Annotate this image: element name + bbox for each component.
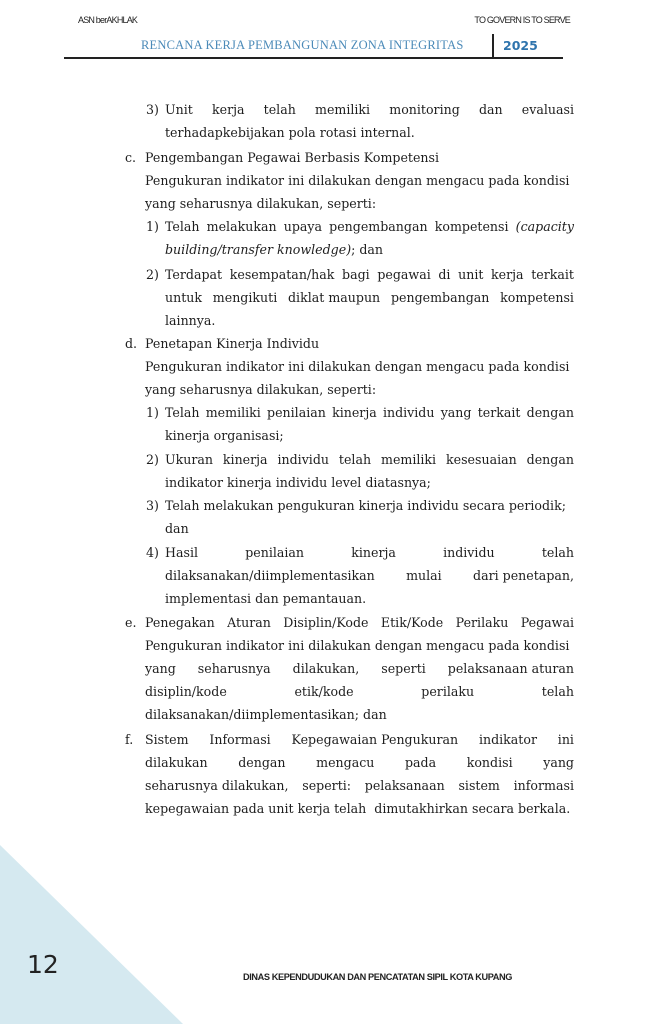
word: dilaksanakan/diimplementasikan <box>165 568 375 583</box>
paragraph-line <box>145 680 574 703</box>
word: kesesuaian <box>446 452 517 467</box>
word: di <box>438 267 451 282</box>
word: Kepegawaian Pengukuran <box>291 732 459 747</box>
word: kompetensi <box>500 290 574 305</box>
word: seharusnya <box>197 661 271 676</box>
header-left-tag: ASN berAKHLAK <box>78 15 138 25</box>
word: Pegawai <box>520 615 574 630</box>
section-marker: e. <box>125 615 137 630</box>
word: mengacu <box>316 755 375 770</box>
word: mulai <box>406 568 442 583</box>
section-title: Pengembangan Pegawai Berbasis Kompetensi <box>145 150 440 165</box>
word: telah <box>541 684 574 699</box>
word: sistem <box>458 778 500 793</box>
word: informasi <box>513 778 574 793</box>
list-item-line: kinerja organisasi; <box>165 428 284 443</box>
word: kinerja <box>332 405 377 420</box>
word: monitoring <box>389 102 460 117</box>
word: pelaksanaan <box>364 778 445 793</box>
word: bagi <box>342 267 370 282</box>
paragraph-line: Pengukuran indikator ini dilakukan dengan mengacu pada kondisi <box>145 638 570 653</box>
word: dilakukan, <box>292 661 360 676</box>
footer-organization: DINAS KEPENDUDUKAN DAN PENCATATAN SIPIL KOTA KUPANG <box>243 972 513 982</box>
word: kesempatan/hak <box>229 267 335 282</box>
word: Terdapat <box>165 267 223 282</box>
text: ; dan <box>351 242 384 257</box>
word: telah <box>541 545 574 560</box>
header-divider-vertical <box>492 34 494 59</box>
list-item-line: indikator kinerja individu level diatasnya; <box>165 475 431 490</box>
word: dengan <box>238 755 286 770</box>
list-item-line: lainnya. <box>165 313 216 328</box>
word: seperti: <box>302 778 352 793</box>
paragraph-line: Pengukuran indikator ini dilakukan dengan mengacu pada kondisi <box>145 173 570 188</box>
section-marker: c. <box>125 150 137 165</box>
word: mengikuti <box>212 290 278 305</box>
word: pengembangan <box>390 290 490 305</box>
word: Disiplin/Kode <box>283 615 369 630</box>
paragraph-line: Pengukuran indikator ini dilakukan dengan mengacu pada kondisi <box>145 359 570 374</box>
corner-triangle-decoration <box>0 845 183 1024</box>
list-marker: 3) <box>146 102 159 117</box>
word: yang <box>145 661 176 676</box>
list-marker: 2) <box>146 452 159 467</box>
italic-term: (capacity <box>515 219 574 234</box>
word: Hasil <box>165 545 199 560</box>
paragraph-line: kepegawaian pada unit kerja telah dimutakhirkan secara berkala. <box>145 801 571 816</box>
word: kinerja <box>222 452 268 467</box>
word: Sistem <box>145 732 189 747</box>
word: etik/kode <box>294 684 354 699</box>
list-marker: 3) <box>146 498 159 513</box>
list-item-line <box>165 98 574 121</box>
list-item-line: implementasi dan pemantauan. <box>165 591 367 606</box>
word: kinerja <box>351 545 396 560</box>
list-marker: 1) <box>146 219 159 234</box>
word: seharusnya dilakukan, <box>145 778 289 793</box>
section-title: Penetapan Kinerja Individu <box>145 336 320 351</box>
word: disiplin/kode <box>145 684 227 699</box>
word: yang <box>543 755 574 770</box>
list-marker: 2) <box>146 267 159 282</box>
word: dengan <box>526 452 574 467</box>
word: kerja <box>211 102 245 117</box>
list-item-line <box>165 286 574 309</box>
word: kompetensi <box>434 219 509 234</box>
word: dan <box>478 102 503 117</box>
word: memiliki <box>381 452 437 467</box>
italic-term: building/transfer knowledge) <box>165 242 352 257</box>
list-item-line <box>165 238 383 261</box>
header-right-tag: TO GOVERN IS TO SERVE <box>474 15 570 25</box>
word: Telah <box>165 219 200 234</box>
word: Ukuran <box>165 452 213 467</box>
paragraph-line <box>145 751 574 774</box>
word: Aturan <box>227 615 271 630</box>
list-item-line <box>165 263 574 286</box>
word: individu <box>443 545 495 560</box>
paragraph-line <box>145 774 574 797</box>
paragraph-line: yang seharusnya dilakukan, seperti: <box>145 196 377 211</box>
word: yang <box>440 405 472 420</box>
paragraph-line: dilaksanakan/diimplementasikan; dan <box>145 707 387 722</box>
document-title: RENCANA KERJA PEMBANGUNAN ZONA INTEGRITAS <box>141 38 464 52</box>
word: pegawai <box>377 267 431 282</box>
word: penilaian <box>267 405 326 420</box>
word: memiliki <box>205 405 261 420</box>
word: indikator <box>478 732 537 747</box>
list-item-line <box>165 564 574 587</box>
section-title <box>145 611 574 634</box>
word: pada <box>404 755 437 770</box>
word: Penegakan <box>145 615 215 630</box>
word: Perilaku <box>455 615 509 630</box>
list-item-line <box>165 215 574 238</box>
word: dilakukan <box>145 755 208 770</box>
word: individu <box>382 405 435 420</box>
list-item-line: dan <box>165 521 189 536</box>
paragraph-line: yang seharusnya dilakukan, seperti: <box>145 382 377 397</box>
document-year: 2025 <box>503 38 538 53</box>
word: pelaksanaan aturan <box>447 661 574 676</box>
word: melakukan <box>206 219 277 234</box>
word: diklat maupun <box>288 290 381 305</box>
word: penilaian <box>245 545 305 560</box>
word: upaya <box>283 219 323 234</box>
list-marker: 1) <box>146 405 159 420</box>
word: telah <box>338 452 372 467</box>
word: perilaku <box>421 684 475 699</box>
word: individu <box>277 452 330 467</box>
word: pengembangan <box>329 219 428 234</box>
word: kerja <box>491 267 524 282</box>
word: seperti <box>381 661 426 676</box>
list-item-line <box>165 541 574 564</box>
list-marker: 4) <box>146 545 159 560</box>
word: telah <box>263 102 296 117</box>
word: terkait <box>477 405 521 420</box>
word: untuk <box>165 290 203 305</box>
word: Etik/Kode <box>380 615 444 630</box>
list-item-line <box>165 448 574 471</box>
section-marker: f. <box>125 732 134 747</box>
word: unit <box>458 267 484 282</box>
word: Informasi <box>209 732 271 747</box>
list-item-line: Telah melakukan pengukuran kinerja individu secara periodik; <box>165 498 566 513</box>
paragraph-line <box>145 728 574 751</box>
paragraph-line <box>145 657 574 680</box>
word: evaluasi <box>521 102 574 117</box>
section-marker: d. <box>125 336 138 351</box>
word: Unit <box>165 102 193 117</box>
word: dengan <box>526 405 574 420</box>
list-item-line <box>165 401 574 424</box>
header-divider-horizontal <box>64 57 563 59</box>
page-number: 12 <box>27 950 59 979</box>
word: ini <box>557 732 574 747</box>
word: kondisi <box>466 755 513 770</box>
word: memiliki <box>315 102 371 117</box>
list-item-line: terhadapkebijakan pola rotasi internal. <box>165 125 415 140</box>
word: terkait <box>531 267 574 282</box>
word: dari penetapan, <box>473 568 574 583</box>
word: Telah <box>165 405 200 420</box>
